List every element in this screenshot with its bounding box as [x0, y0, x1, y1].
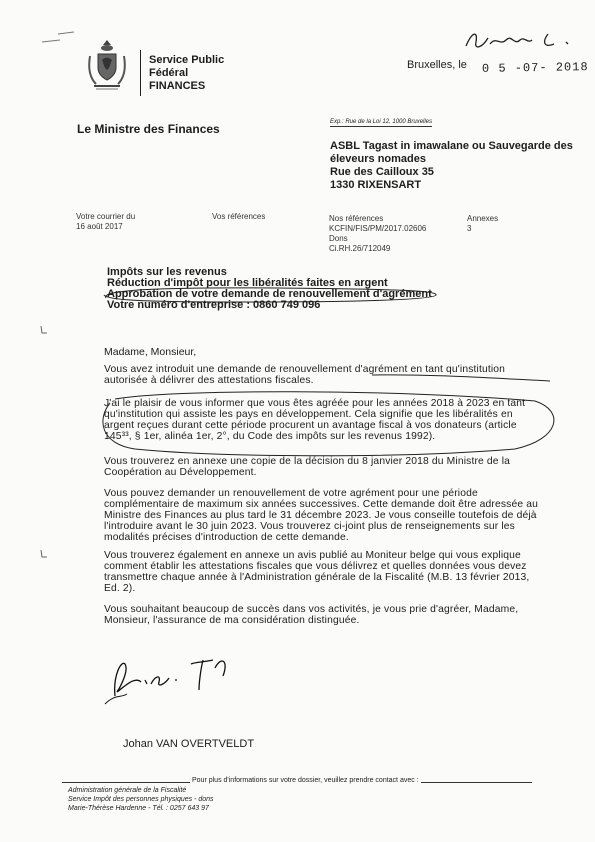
footer-contact-line: Pour plus d'informations sur votre dossier, veuillez prendre contact avec : [192, 777, 419, 784]
paragraph-line: qu'institution qui assiste les pays en développement. Cela signifie que les libéralités en [104, 409, 513, 420]
paragraph-line: transmettre chaque année à l'Administration générale de la Fiscalité (M.B. 13 février 2013, [104, 572, 530, 583]
recipient-line: éleveurs nomades [330, 153, 426, 165]
votre-courrier-label: Votre courrier du [76, 212, 136, 221]
vos-references-label: Vos références [212, 212, 266, 221]
paragraph-line: Monsieur, l'assurance de ma considération distinguée. [104, 615, 360, 626]
letter-place: Bruxelles, le [407, 59, 467, 71]
paragraph-line: Coopération au Développement. [104, 467, 257, 478]
recipient-address [330, 140, 580, 192]
vos-references-block [212, 212, 265, 222]
paragraph-5 [104, 550, 542, 594]
paragraph-line: Ministre des Finances au plus tard le 31 décembre 2023. Je vous conseille toutefois de déjà [104, 510, 537, 521]
footer-contact-block [68, 786, 214, 813]
handwritten-note [462, 26, 582, 56]
hand-drawn-circle [95, 389, 565, 459]
hand-underline [370, 372, 552, 384]
service-public-block [149, 54, 224, 93]
corner-scan-mark [40, 30, 80, 44]
paragraph-line: J'ai le plaisir de vous informer que vous êtes agréée pour les années 2018 à 2023 en tant [104, 398, 526, 409]
service-line-1: Service Public [149, 54, 225, 66]
subject-line: Votre numéro d'entreprise : 0860 749 096 [107, 299, 321, 311]
hand-drawn-oval [98, 286, 443, 304]
annexes-value: 3 [467, 224, 472, 233]
subject-line: Approbation de votre demande de renouvellement d'agrément [107, 288, 432, 300]
paragraph-line: Vous avez introduit une demande de renouvellement d'agrément en tant qu'institution [104, 364, 506, 375]
paragraph-line: Vous trouverez également en annexe un avis publié au Moniteur belge qui vous explique [104, 550, 521, 561]
service-line-2: Fédéral [149, 67, 189, 79]
recipient-line: Rue des Cailloux 35 [330, 166, 434, 178]
service-line-3: FINANCES [149, 80, 206, 92]
nos-references-line: KCFIN/FIS/PM/2017.02606 [329, 224, 427, 233]
recipient-line: 1330 RIXENSART [330, 179, 422, 191]
paragraph-line: autorisée à délivrer des attestations fiscales. [104, 375, 314, 386]
footer-line: Administration générale de la Fiscalité [68, 787, 187, 794]
margin-tick-mark [40, 326, 48, 334]
paragraph-line: Vous souhaitant beaucoup de succès dans vos activités, je vous prie d'agréer, Madame, [104, 604, 519, 615]
paragraph-line: Vous trouverez en annexe une copie de la décision du 8 janvier 2018 du Ministre de la [104, 456, 511, 467]
handwritten-signature [95, 646, 245, 706]
paragraph-line: 145³³, § 1er, alinéa 1er, 2°, du Code des impôts sur les revenus 1992). [104, 431, 436, 442]
annexes-label: Annexes [467, 214, 499, 223]
sender-line: Exp.: Rue de la Loi 12, 1000 Bruxelles [330, 119, 433, 125]
margin-tick-mark [40, 550, 48, 558]
paragraph-4 [104, 488, 542, 543]
signer-name: Johan VAN OVERTVELDT [123, 738, 255, 750]
nos-references-label: Nos références [329, 214, 384, 223]
salutation: Madame, Monsieur, [104, 346, 197, 358]
paragraph-line: modalités précises d'introduction de cette demande. [104, 532, 349, 543]
subject-line: Impôts sur les revenus [107, 266, 227, 278]
votre-courrier-block [76, 212, 135, 232]
annexes-block [467, 214, 498, 234]
footer-line: Marie-Thérèse Hardenne - Tél. : 0257 643 97 [68, 805, 209, 812]
paragraph-line: comment établir les attestations fiscales que vous délivrez et quelles données vous devez [104, 561, 527, 572]
paragraph-line: argent reçues durant cette période procurent un avantage fiscal à vos donateurs (article [104, 420, 517, 431]
paragraph-line: complémentaire de maximum six années successives. Cette demande doit être adressée au [104, 499, 538, 510]
votre-courrier-value: 16 août 2017 [76, 222, 123, 231]
subject-line: Réduction d'impôt pour les libéralités faites en argent [107, 277, 388, 289]
nos-references-block [329, 214, 426, 254]
nos-references-line: Dons [329, 234, 348, 243]
nos-references-line: Ci.RH.26/712049 [329, 244, 391, 253]
recipient-line: ASBL Tagast in imawalane ou Sauvegarde des [330, 140, 573, 152]
paragraph-line: l'introduire avant le 30 juin 2023. Vous trouverez ci-joint plus de renseignements sur les [104, 521, 515, 532]
date-stamp: 0 5 -07- 2018 [481, 60, 589, 76]
belgian-coat-of-arms-logo [86, 38, 128, 92]
paragraph-6 [104, 604, 542, 626]
minister-title: Le Ministre des Finances [77, 122, 220, 136]
header-divider [140, 50, 141, 96]
paragraph-3 [104, 456, 542, 478]
paragraph-line: Ed. 2). [104, 583, 136, 594]
paragraph-line: Vous pouvez demander un renouvellement de votre agrément pour une période [104, 488, 478, 499]
footer-line: Service Impôt des personnes physiques - dons [68, 796, 214, 803]
